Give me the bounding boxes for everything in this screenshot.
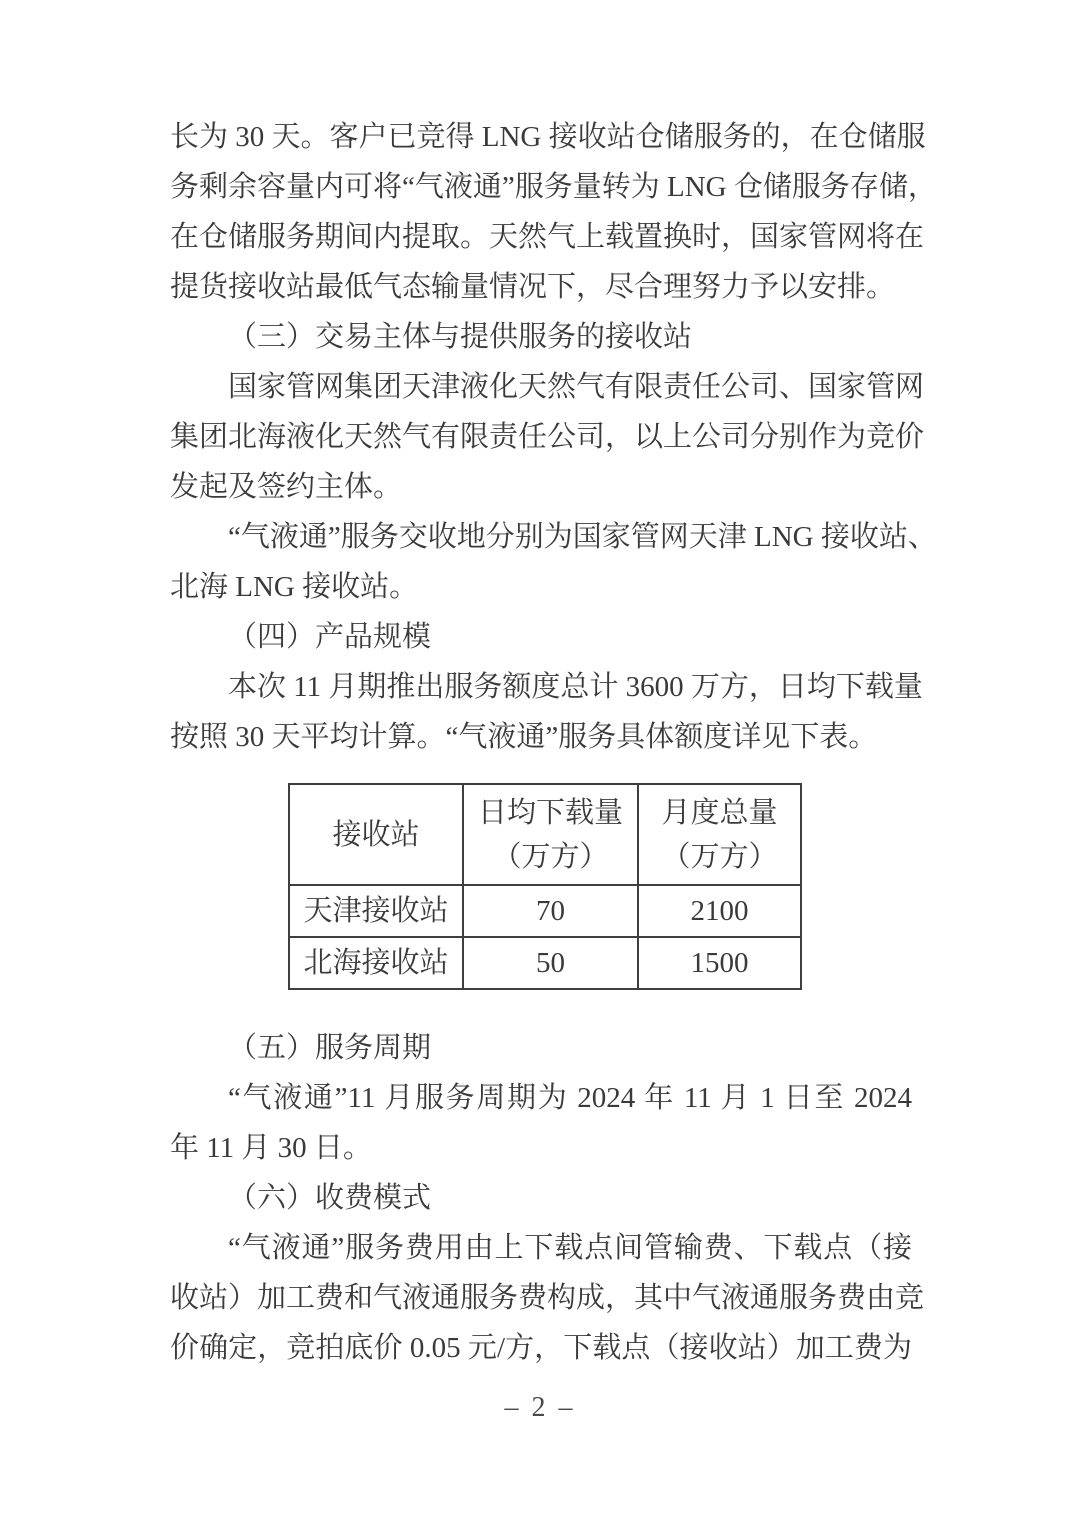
paragraph bbox=[170, 662, 923, 762]
text-line: 收站）加工费和气液通服务费构成，其中气液通服务费由竞 bbox=[170, 1282, 925, 1314]
text-line: “气液通”服务费用由上下载点间管输费、下载点（接 bbox=[228, 1232, 912, 1264]
text-line: 集团北海液化天然气有限责任公司，以上公司分别作为竞价 bbox=[170, 421, 925, 453]
table-cell-station: 天津接收站 bbox=[289, 885, 463, 937]
table-row bbox=[289, 885, 801, 937]
text-line: 按照 30 天平均计算。“气液通”服务具体额度详见下表。 bbox=[170, 721, 878, 753]
table-header-cell: 接收站 bbox=[289, 784, 463, 885]
text-line: “气液通”11 月服务周期为 2024 年 11 月 1 日至 2024 bbox=[228, 1082, 912, 1114]
header-line: （万方） bbox=[661, 840, 778, 873]
table-cell-daily: 70 bbox=[463, 885, 638, 937]
page-number: – 2 – bbox=[504, 1392, 576, 1423]
table-cell-daily: 50 bbox=[463, 937, 638, 989]
text-line: 务剩余容量内可将“气液通”服务量转为 LNG 仓储服务存储， bbox=[170, 171, 937, 203]
table-cell-station: 北海接收站 bbox=[289, 937, 463, 989]
text-line: 年 11 月 30 日。 bbox=[170, 1132, 372, 1164]
table-row bbox=[289, 937, 801, 989]
paragraph bbox=[170, 112, 937, 312]
table-header-cell bbox=[463, 784, 638, 885]
text-line: 国家管网集团天津液化天然气有限责任公司、国家管网 bbox=[228, 371, 925, 403]
section-heading-4: （四）产品规模 bbox=[228, 621, 432, 653]
quota-table bbox=[288, 783, 802, 990]
text-line: 提货接收站最低气态输量情况下，尽合理努力予以安排。 bbox=[170, 271, 896, 303]
text-line: 发起及签约主体。 bbox=[170, 471, 403, 503]
text-line: 长为 30 天。客户已竞得 LNG 接收站仓储服务的，在仓储服 bbox=[170, 121, 926, 153]
document-body bbox=[170, 112, 937, 1373]
table-header-cell bbox=[638, 784, 801, 885]
text-line: 本次 11 月期推出服务额度总计 3600 万方，日均下载量 bbox=[228, 671, 923, 703]
paragraph bbox=[170, 362, 925, 512]
paragraph bbox=[170, 1223, 925, 1373]
header-line: 月度总量 bbox=[661, 796, 778, 829]
table-cell-monthly: 1500 bbox=[638, 937, 801, 989]
header-line: 日均下载量 bbox=[477, 796, 623, 829]
section-heading-6: （六）收费模式 bbox=[228, 1182, 432, 1214]
text-line: 在仓储服务期间内提取。天然气上载置换时，国家管网将在 bbox=[170, 221, 925, 253]
section-heading-5: （五）服务周期 bbox=[228, 1032, 432, 1064]
text-line: 价确定，竞拍底价 0.05 元/方，下载点（接收站）加工费为 bbox=[170, 1332, 912, 1364]
section-heading-3: （三）交易主体与提供服务的接收站 bbox=[228, 321, 693, 353]
header-line: （万方） bbox=[492, 840, 609, 873]
paragraph bbox=[170, 1073, 912, 1173]
text-line: “气液通”服务交收地分别为国家管网天津 LNG 接收站、 bbox=[228, 521, 937, 553]
text-line: 北海 LNG 接收站。 bbox=[170, 571, 419, 603]
table-header-row bbox=[289, 784, 801, 885]
table-cell-monthly: 2100 bbox=[638, 885, 801, 937]
paragraph bbox=[170, 512, 937, 612]
